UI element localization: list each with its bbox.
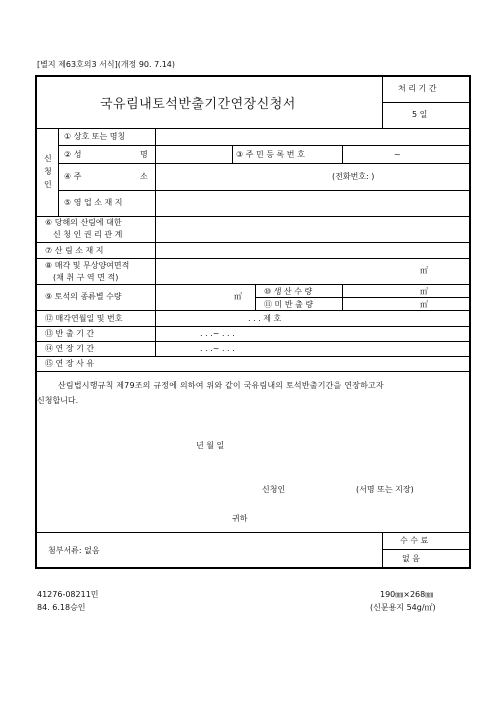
signature-note: (서명 또는 지장) <box>356 485 414 494</box>
applicant-label-3: 인 <box>44 180 52 189</box>
label-extension-reason: ⑮ 연 장 사 유 <box>45 359 95 368</box>
address-phone-value: (전화번호: ) <box>332 172 375 181</box>
label-forest-location: ⑦ 산 림 소 재 지 <box>45 246 104 255</box>
label-rights-relation-b: 신 청 인 권 리 관 계 <box>53 230 123 239</box>
date-line: 년 월 일 <box>196 441 225 450</box>
footer-approval: 84. 6.18승인 <box>37 603 86 612</box>
label-unshipped-quantity: ⑪ 미 반 출 량 <box>264 300 314 309</box>
footer-code: 41276-08211민 <box>37 590 99 599</box>
soil-quantity-unit: ㎥ <box>234 292 242 301</box>
applicant-label-1: 신 <box>44 154 52 163</box>
label-resident-number: ③ 주 민 등 록 번 호 <box>236 150 305 159</box>
shipping-period-value: . . .~ . . . <box>200 329 235 338</box>
label-address-b: 소 <box>140 172 148 181</box>
fee-label: 수 수 료 <box>400 536 429 545</box>
recipient-label: 귀하 <box>232 514 248 523</box>
label-soil-quantity: ⑨ 토석의 종류별 수량 <box>45 292 122 301</box>
label-address-a: ④ 주 <box>64 172 82 181</box>
form-reference: [별지 제63호의3 서식](개정 90. 7.14) <box>37 60 176 69</box>
footer-paper: (신문용지 54g/㎡) <box>370 603 436 612</box>
statement-line-2: 신청합니다. <box>37 396 79 405</box>
area-unit: ㎡ <box>420 266 428 275</box>
label-business-location: ⑤ 영 업 소 재 지 <box>64 198 123 207</box>
fee-value: 없 음 <box>402 554 420 563</box>
attachments: 첨부서류: 없음 <box>48 546 100 555</box>
label-area-a: ⑧ 매각 및 무상양여면적 <box>45 261 130 270</box>
label-company-name: ① 상호 또는 명칭 <box>64 132 126 141</box>
label-production-quantity: ⑩ 생 산 수 량 <box>264 287 313 296</box>
label-shipping-period: ⑬ 반 출 기 간 <box>45 329 95 338</box>
processing-period-value: 5 일 <box>412 110 428 119</box>
label-name-a: ② 성 <box>64 150 82 159</box>
label-sale-date-number: ⑫ 매각연월일 및 번호 <box>45 314 123 323</box>
sale-date-number-value: . . . 제 호 <box>248 314 282 323</box>
label-extension-period: ⑭ 연 장 기 간 <box>45 344 95 353</box>
label-rights-relation-a: ⑥ 당해의 산림에 대한 <box>45 218 122 227</box>
label-area-b: (채 취 구 역 면 적) <box>53 273 119 282</box>
extension-period-value: . . .~ . . . <box>200 344 235 353</box>
processing-period-label: 처 리 기 간 <box>398 84 437 93</box>
footer-size: 190㎜×268㎜ <box>380 590 434 599</box>
applicant-signature-label: 신청인 <box>262 485 286 494</box>
form-title: 국유림내토석반출기간연장신청서 <box>100 97 296 112</box>
production-quantity-unit: ㎥ <box>420 287 428 296</box>
applicant-label-2: 청 <box>44 167 52 176</box>
resident-number-value: ~ <box>394 150 401 159</box>
statement-line-1: 산림법시행규칙 제79조의 규정에 의하여 위와 같이 국유림내의 토석반출기간을 연장하고자 <box>58 381 384 390</box>
label-name-b: 명 <box>140 150 148 159</box>
unshipped-quantity-unit: ㎥ <box>420 300 428 309</box>
